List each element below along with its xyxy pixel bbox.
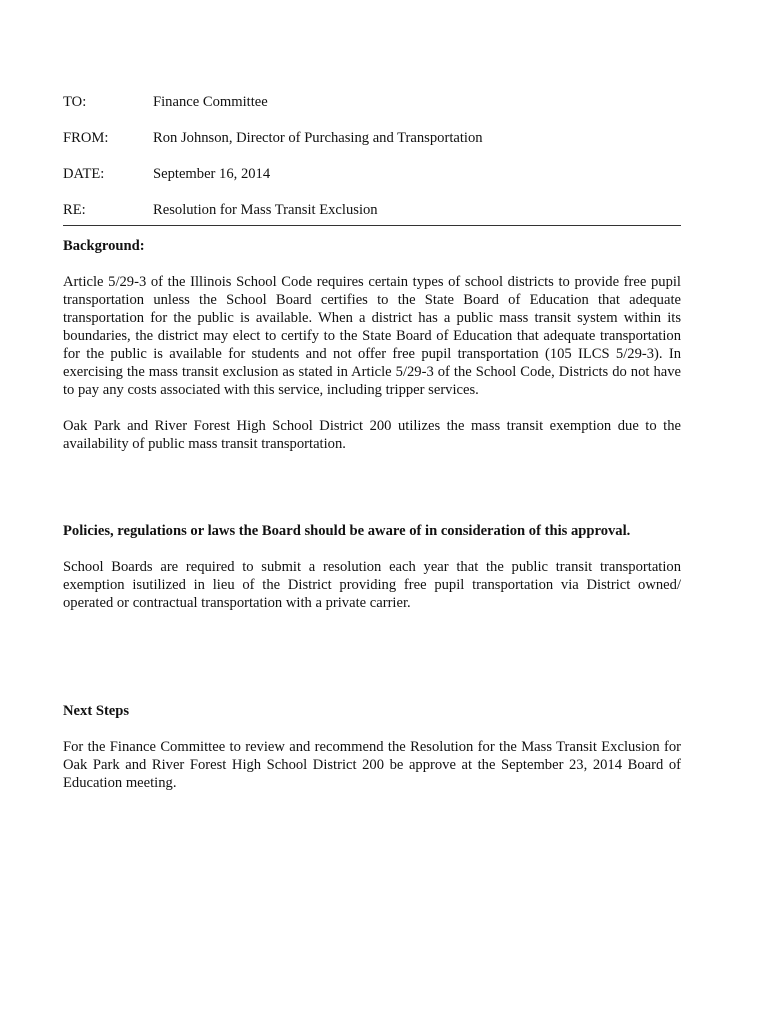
memo-re-label: RE: [63, 202, 86, 218]
next-steps-section [63, 702, 681, 792]
background-paragraph-1: Article 5/29-3 of the Illinois School Code requires certain types of school districts to provide free pupil transportation unless the School Board certifies to the State Board of Education that adequate transportation for the public is available. When a district has a public mass transit system within its boundaries, the district may elect to certify to the State Board of Education that adequate transportation for the public is available for students and not offer free pupil transportation (105 ILCS 5/29-3). In exercising the mass transit exclusion as stated in Article 5/29-3 of the School Code, Districts do not have to pay any costs associated with this service, including tripper services. [63, 274, 681, 398]
memo-from-value: Ron Johnson, Director of Purchasing and Transportation [153, 130, 483, 146]
memo-date-row [63, 165, 681, 201]
memo-re-row [63, 201, 681, 226]
next-steps-paragraph: For the Finance Committee to review and recommend the Resolution for the Mass Transit Exclusion for Oak Park and River Forest High School District 200 be approve at the September 23, 2014 Board of Education meeting. [63, 739, 681, 791]
memo-re-value: Resolution for Mass Transit Exclusion [153, 202, 378, 218]
memo-to-row [63, 93, 681, 129]
policies-paragraph: School Boards are required to submit a resolution each year that the public transit transportation exemption isutilized in lieu of the District providing free pupil transportation via District owned/ operated or contractual transportation with a private carrier. [63, 559, 681, 611]
next-steps-heading: Next Steps [63, 703, 130, 719]
background-heading: Background: [63, 238, 145, 254]
policies-heading: Policies, regulations or laws the Board should be aware of in consideration of this approval. [63, 523, 631, 539]
background-section [63, 237, 681, 453]
memo-to-value: Finance Committee [153, 94, 268, 110]
memo-date-label: DATE: [63, 166, 105, 182]
memo-header [63, 93, 681, 226]
memo-from-row [63, 129, 681, 165]
memo-date-value: September 16, 2014 [153, 166, 271, 182]
memo-from-label: FROM: [63, 130, 109, 146]
background-paragraph-2: Oak Park and River Forest High School District 200 utilizes the mass transit exemption due to the availability of public mass transit transportation. [63, 418, 681, 452]
memo-to-label: TO: [63, 94, 87, 110]
policies-section [63, 522, 681, 612]
